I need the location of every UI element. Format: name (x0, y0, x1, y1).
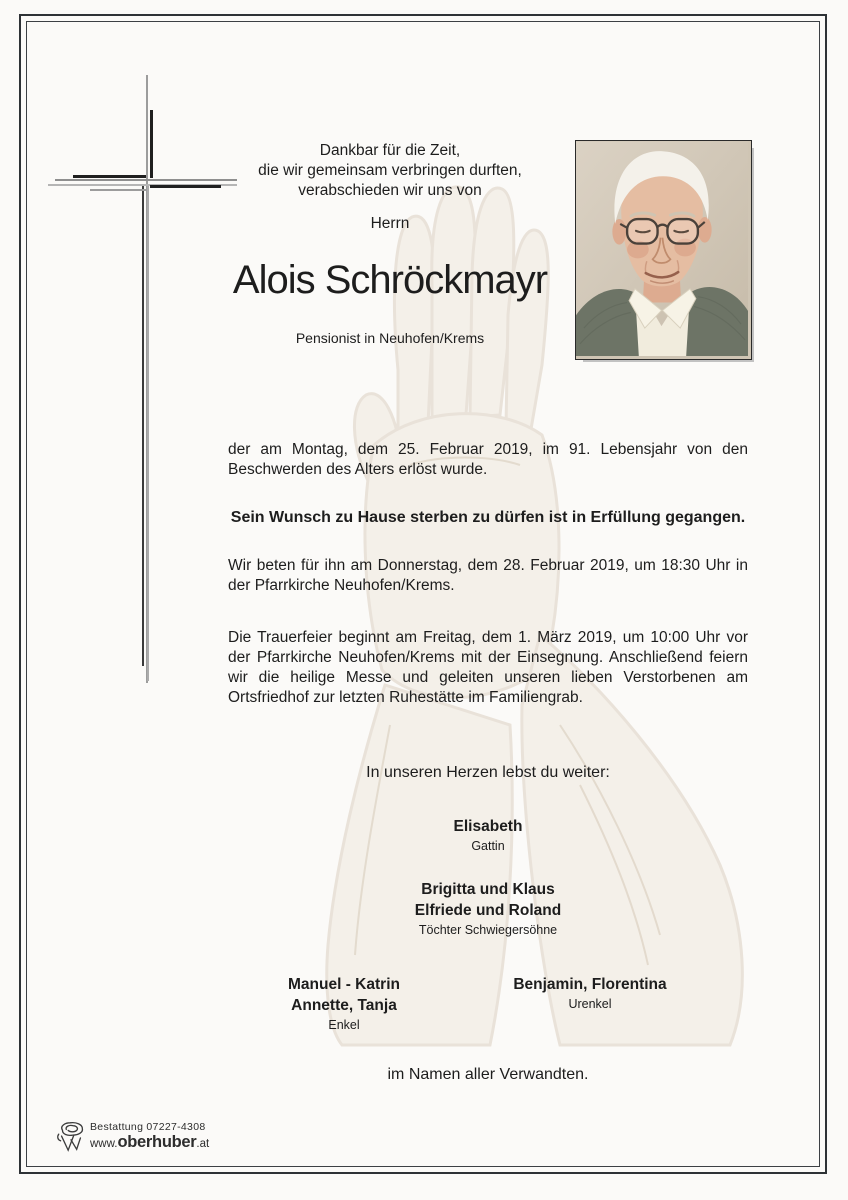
mourner-name: Elisabeth (453, 818, 523, 835)
mourner-group-enkel (244, 974, 444, 1033)
opening-text (190, 141, 590, 201)
url-name: oberhuber (117, 1133, 197, 1151)
funeral-notice-paragraph: Die Trauerfeier beginnt am Freitag, dem 1. März 2019, um 10:00 Uhr vor der Pfarrkirche Neuhofen/Krems mit der Einsegnung. Anschließend feiern wir die heilige Messe und geleiten unseren lieben Verstorbenen am Ortsfriedhof zur letzten Ruhestätte im Familiengrab. (228, 629, 748, 706)
mourner-relation: Gattin (471, 839, 505, 853)
funeral-home-url (90, 1133, 209, 1153)
mourner-group-toechter (228, 879, 748, 938)
mourner-relation: Urenkel (568, 997, 612, 1011)
closing-line: im Namen aller Verwandten. (387, 1066, 589, 1083)
mourner-name: Manuel - Katrin (288, 976, 400, 993)
mourner-group-urenkel (480, 974, 700, 1012)
prayer-notice-paragraph: Wir beten für ihn am Donnerstag, dem 28. Februar 2019, um 18:30 Uhr in der Pfarrkirche Neuhofen/Krems. (228, 557, 748, 594)
memory-intro: In unseren Herzen lebst du weiter: (366, 764, 610, 781)
mourner-name: Brigitta und Klaus (421, 881, 555, 898)
mourner-group-gattin (228, 816, 748, 854)
funeral-home-footer (54, 1118, 314, 1162)
opening-line: verabschieden wir uns von (298, 182, 482, 199)
wish-line: Sein Wunsch zu Hause sterben zu dürfen ist in Erfüllung gegangen. (230, 509, 746, 526)
death-notice-paragraph: der am Montag, dem 25. Februar 2019, im 91. Lebensjahr von den Beschwerden des Alters erlöst wurde. (228, 441, 748, 478)
deceased-subtitle: Pensionist in Neuhofen/Krems (295, 330, 485, 346)
mourner-name: Annette, Tanja (291, 997, 397, 1014)
mourner-name: Elfriede und Roland (414, 902, 562, 919)
deceased-photo (575, 140, 752, 360)
mourner-relation: Töchter Schwiegersöhne (418, 923, 558, 937)
url-prefix: www. (90, 1138, 118, 1150)
oberhuber-logo-icon (54, 1120, 88, 1154)
opening-line: die wir gemeinsam verbringen durften, (258, 162, 522, 179)
mourner-name: Benjamin, Florentina (513, 976, 667, 993)
deceased-name: Alois Schröckmayr (232, 258, 548, 302)
funeral-home-contact: Bestattung 07227-4308 (90, 1121, 206, 1133)
opening-line: Dankbar für die Zeit, (319, 142, 461, 159)
mourner-relation: Enkel (328, 1018, 360, 1032)
url-tld: .at (196, 1138, 210, 1150)
salutation: Herrn (370, 215, 410, 232)
